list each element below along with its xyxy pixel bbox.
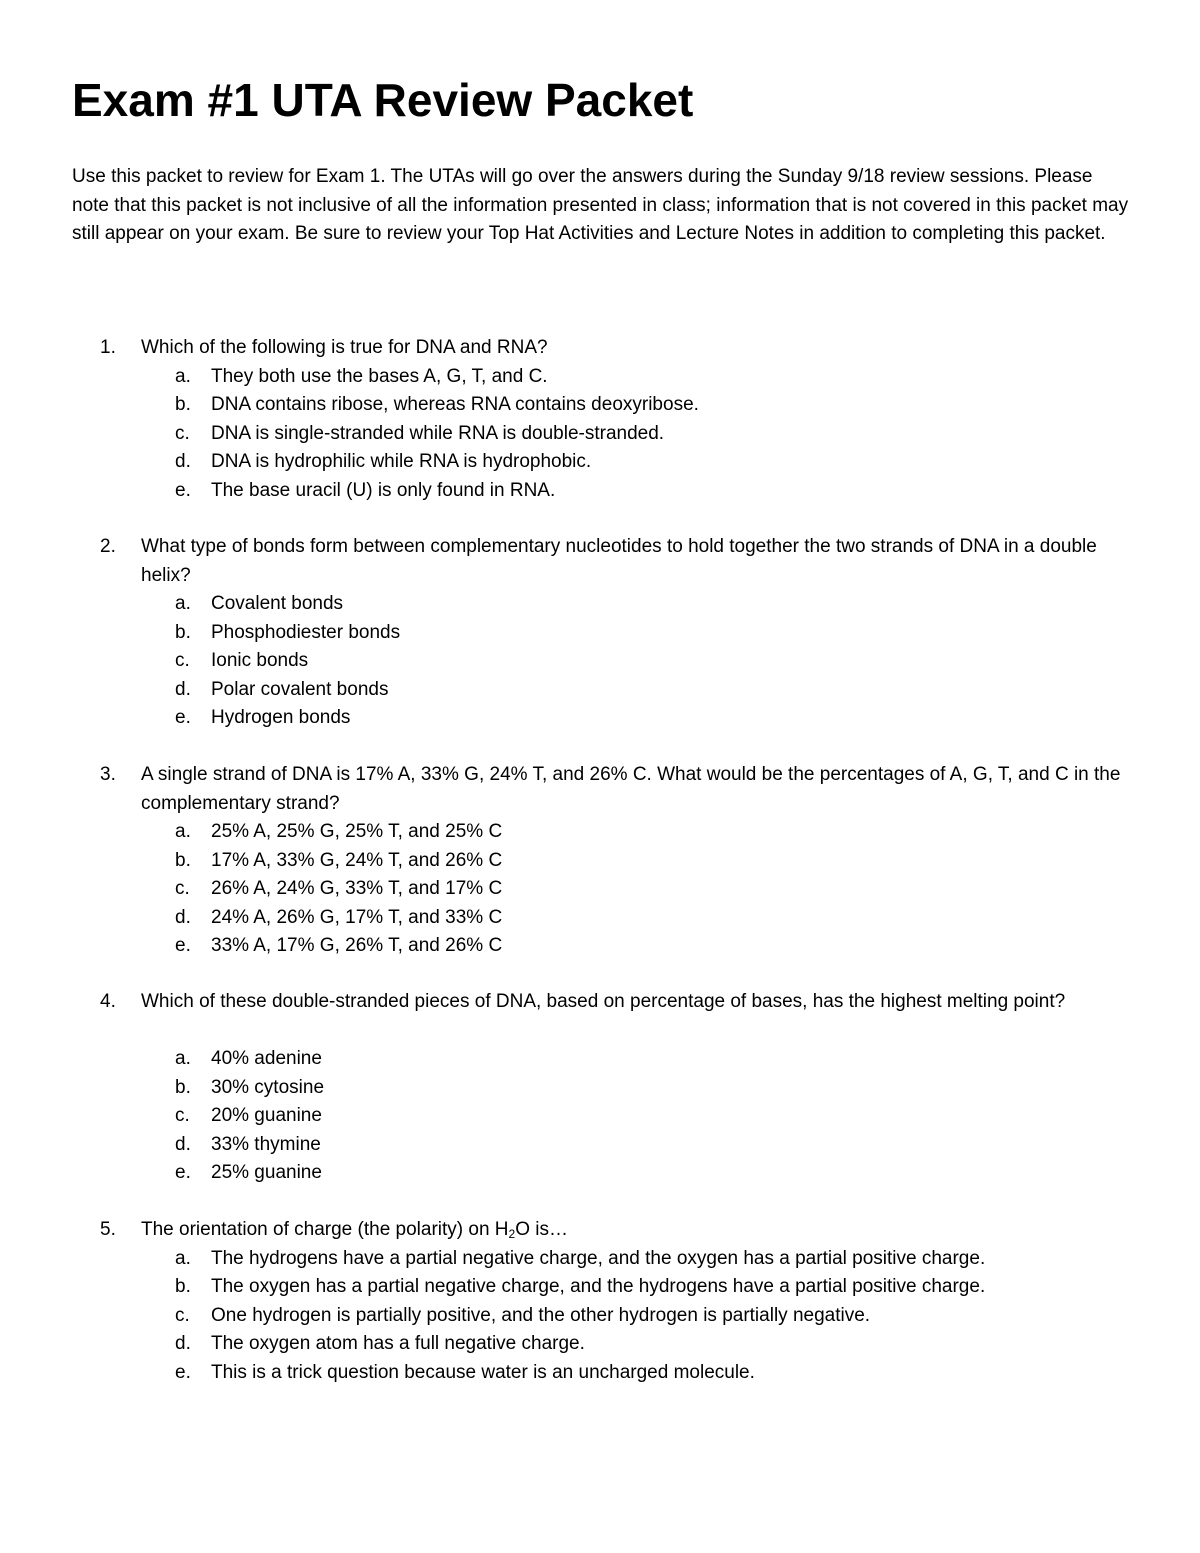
option-letter: d. (175, 1133, 191, 1155)
option-text: 24% A, 26% G, 17% T, and 33% C (211, 906, 503, 928)
option-text: 33% thymine (211, 1133, 321, 1155)
answer-option-d (175, 1131, 1115, 1160)
option-text: 20% guanine (211, 1105, 322, 1126)
answer-option-b (175, 847, 1115, 876)
option-text: The oxygen has a partial negative charge, and the hydrogens have a partial positive charge. (211, 1276, 986, 1297)
option-text: Hydrogen bonds (211, 707, 351, 728)
option-text: DNA contains ribose, whereas RNA contains deoxyribose. (211, 394, 699, 415)
answer-options (175, 1045, 1115, 1188)
option-text: Covalent bonds (211, 593, 344, 614)
option-text: DNA is hydrophilic while RNA is hydrophobic. (211, 451, 592, 472)
option-text: Ionic bonds (211, 650, 309, 671)
option-letter: e. (175, 479, 191, 501)
answer-options (175, 1245, 1115, 1388)
option-letter: d. (175, 906, 191, 928)
option-letter: a. (175, 821, 191, 842)
option-letter: b. (175, 1276, 191, 1297)
answer-option-e (175, 1159, 1115, 1188)
subscript-2: 2 (508, 1227, 516, 1241)
option-letter: e. (175, 707, 191, 728)
option-text: 17% A, 33% G, 24% T, and 26% C (211, 849, 503, 871)
option-text: The hydrogens have a partial negative charge, and the oxygen has a partial positive charge. (211, 1247, 986, 1269)
question-number: 3. (100, 764, 116, 785)
question-text: A single strand of DNA is 17% A, 33% G, 24% T, and 26% C. What would be the percentages of A, G, T, and C in the complementary strand? (141, 764, 1121, 814)
question-number: 2. (100, 536, 116, 557)
option-letter: c. (175, 650, 190, 671)
answer-option-e (175, 477, 1115, 506)
option-text: 26% A, 24% G, 33% T, and 17% C (211, 878, 503, 899)
option-letter: b. (175, 621, 191, 643)
answer-option-a (175, 818, 1115, 847)
answer-option-e (175, 932, 1115, 961)
question-text: Which of the following is true for DNA and RNA? (141, 337, 548, 358)
option-text: DNA is single-stranded while RNA is double-stranded. (211, 422, 665, 444)
answer-option-c (175, 1302, 1115, 1331)
option-text: Phosphodiester bonds (211, 621, 401, 643)
option-text: They both use the bases A, G, T, and C. (211, 365, 548, 387)
question-text-end: O is… (515, 1219, 568, 1240)
answer-option-b (175, 1074, 1115, 1103)
answer-option-d (175, 1330, 1115, 1359)
option-letter: e. (175, 935, 191, 956)
option-letter: d. (175, 451, 191, 472)
option-text: 25% A, 25% G, 25% T, and 25% C (211, 821, 503, 842)
answer-option-b (175, 391, 1115, 420)
answer-option-e (175, 1359, 1115, 1388)
option-letter: b. (175, 1076, 191, 1098)
answer-options (175, 363, 1115, 506)
question-text (141, 1216, 1136, 1245)
option-text: Polar covalent bonds (211, 678, 389, 700)
question-text: Which of these double-stranded pieces of DNA, based on percentage of bases, has the highest melting point? (141, 991, 1066, 1012)
answer-option-b (175, 619, 1115, 648)
option-letter: a. (175, 1048, 191, 1069)
option-text: One hydrogen is partially positive, and the other hydrogen is partially negative. (211, 1304, 871, 1326)
option-letter: c. (175, 422, 190, 444)
answer-option-d (175, 676, 1115, 705)
answer-options (175, 818, 1115, 961)
intro-paragraph: Use this packet to review for Exam 1. The UTAs will go over the answers during the Sunday 9/18 review sessions. Please note that this packet is not inclusive of all the information presented in class; information that is not covered in this packet may still appear on your exam. Be sure to review your Top Hat Activities and Lecture Notes in addition to completing this packet. (72, 166, 1129, 244)
option-letter: a. (175, 1247, 191, 1269)
option-letter: b. (175, 849, 191, 871)
option-letter: c. (175, 1304, 190, 1326)
answer-option-a (175, 363, 1115, 392)
option-letter: c. (175, 1105, 190, 1126)
answer-option-e (175, 704, 1115, 733)
option-letter: c. (175, 878, 190, 899)
answer-option-c (175, 647, 1115, 676)
option-text: 33% A, 17% G, 26% T, and 26% C (211, 935, 503, 956)
option-letter: d. (175, 678, 191, 700)
answer-option-d (175, 904, 1115, 933)
option-letter: b. (175, 394, 191, 415)
answer-option-a (175, 590, 1115, 619)
option-text: 40% adenine (211, 1048, 322, 1069)
answer-option-c (175, 875, 1115, 904)
option-text: 25% guanine (211, 1162, 322, 1183)
page-title: Exam #1 UTA Review Packet (72, 74, 694, 126)
question-text: What type of bonds form between complementary nucleotides to hold together the two strands of DNA in a double helix? (141, 536, 1097, 586)
option-letter: a. (175, 365, 191, 387)
answer-option-c (175, 1102, 1115, 1131)
answer-option-c (175, 420, 1115, 449)
option-text: The base uracil (U) is only found in RNA. (211, 479, 556, 501)
question-text-start: The orientation of charge (the polarity) on H (141, 1219, 509, 1240)
option-text: 30% cytosine (211, 1076, 325, 1098)
option-letter: e. (175, 1361, 191, 1383)
option-text: This is a trick question because water is an uncharged molecule. (211, 1361, 755, 1383)
answer-option-a (175, 1045, 1115, 1074)
option-text: The oxygen atom has a full negative charge. (211, 1333, 585, 1354)
question-number: 1. (100, 337, 116, 358)
answer-option-a (175, 1245, 1115, 1274)
question-number: 5. (100, 1219, 116, 1240)
option-letter: a. (175, 593, 191, 614)
answer-option-d (175, 448, 1115, 477)
option-letter: e. (175, 1162, 191, 1183)
question-number: 4. (100, 991, 116, 1012)
answer-options (175, 590, 1115, 733)
option-letter: d. (175, 1333, 191, 1354)
answer-option-b (175, 1273, 1115, 1302)
